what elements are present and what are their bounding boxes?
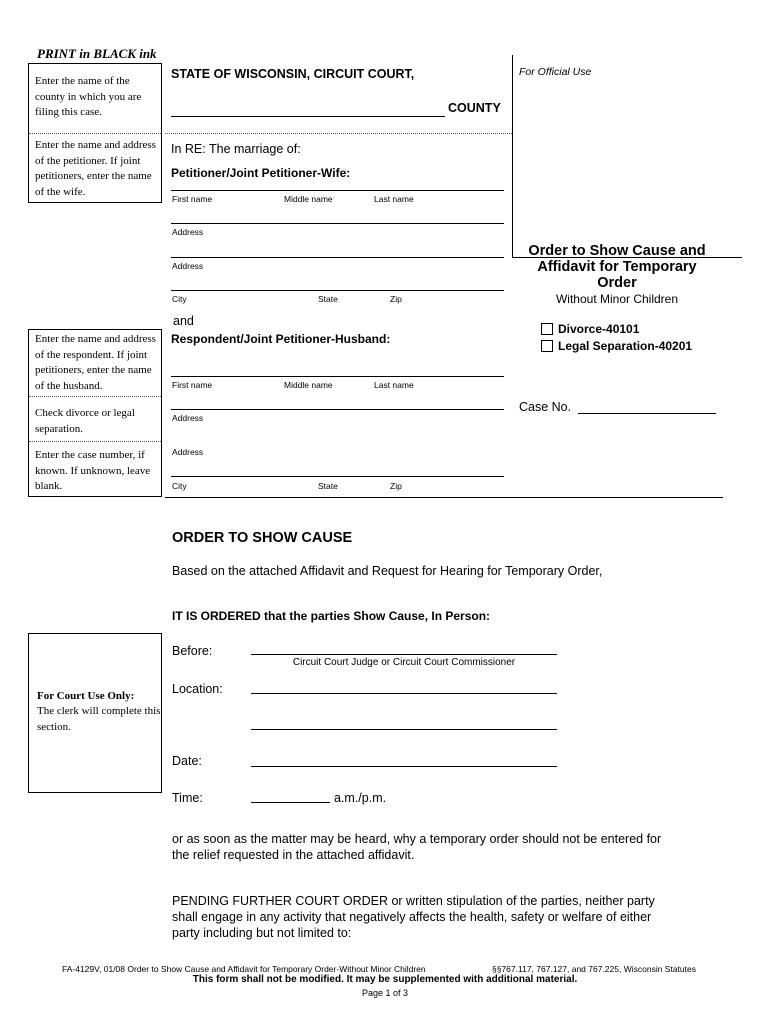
form-title — [512, 243, 722, 291]
first-name-caption: First name — [172, 194, 213, 204]
time-field[interactable] — [251, 802, 330, 803]
state-caption: State — [318, 481, 338, 491]
respondent-label: Respondent/Joint Petitioner-Husband: — [171, 332, 391, 346]
divorce-checkbox[interactable] — [541, 323, 553, 335]
court-use-text: The clerk will complete this section. — [37, 705, 161, 733]
before-field[interactable] — [251, 654, 557, 655]
form-subtitle: Without Minor Children — [555, 292, 679, 306]
form-title-line3: Order — [597, 275, 637, 291]
location-field-line2[interactable] — [251, 729, 557, 730]
instruction-respondent: Enter the name and address of the respondent. If joint petitioners, enter the name of the husband. — [35, 333, 156, 392]
petitioner-address-field[interactable] — [171, 223, 504, 224]
and-label: and — [173, 314, 194, 328]
official-use-label: For Official Use — [519, 66, 592, 78]
it-is-ordered-text: IT IS ORDERED that the parties Show Cause, In Person: — [172, 609, 491, 623]
form-id: FA-4129V, 01/08 Order to Show Cause and Affidavit for Temporary Order-Without Minor Children — [62, 964, 426, 974]
middle-name-caption: Middle name — [284, 194, 333, 204]
first-name-caption: First name — [172, 380, 213, 390]
court-use-title: For Court Use Only: — [37, 690, 135, 702]
legal-separation-checkbox[interactable] — [541, 340, 553, 352]
case-number-field[interactable] — [578, 413, 716, 414]
zip-caption: Zip — [390, 294, 402, 304]
official-use-border — [512, 55, 513, 257]
in-re-label: In RE: The marriage of: — [171, 142, 301, 156]
petitioner-name-field[interactable] — [171, 190, 504, 191]
court-line: STATE OF WISCONSIN, CIRCUIT COURT, — [171, 67, 415, 81]
print-instruction: PRINT in BLACK ink — [37, 46, 157, 61]
instruction-divider — [29, 396, 161, 397]
statutes: §§767.117, 767.127, and 767.225, Wisconsin Statutes — [492, 964, 696, 974]
city-caption: City — [172, 294, 187, 304]
county-label: COUNTY — [448, 101, 501, 115]
address-caption: Address — [172, 413, 204, 423]
last-name-caption: Last name — [374, 380, 414, 390]
petitioner-label: Petitioner/Joint Petitioner-Wife: — [171, 166, 351, 180]
based-on-text: Based on the attached Affidavit and Request for Hearing for Temporary Order, — [172, 564, 603, 578]
respondent-name-field[interactable] — [171, 376, 504, 377]
location-field[interactable] — [251, 693, 557, 694]
city-caption: City — [172, 481, 187, 491]
section-divider — [165, 133, 512, 134]
time-label: Time: — [172, 791, 203, 805]
petitioner-city-field[interactable] — [171, 290, 504, 291]
address-caption: Address — [172, 227, 204, 237]
instruction-petitioner: Enter the name and address of the petitioner. If joint petitioners, enter the name of the wife. — [35, 139, 156, 198]
divorce-option-label: Divorce-40101 — [558, 322, 640, 336]
legal-separation-option-label: Legal Separation-40201 — [558, 339, 693, 353]
instruction-divider — [29, 133, 161, 134]
order-heading: ORDER TO SHOW CAUSE — [172, 530, 353, 546]
pending-order-paragraph: PENDING FURTHER COURT ORDER or written stipulation of the parties, neither party shall engage in any activity that negatively affects the health, safety or welfare of either party including but not limited to: — [172, 894, 655, 940]
last-name-caption: Last name — [374, 194, 414, 204]
instruction-case-number: Enter the case number, if known. If unknown, leave blank. — [35, 449, 151, 492]
middle-name-caption: Middle name — [284, 380, 333, 390]
respondent-address-field[interactable] — [171, 409, 504, 410]
address-caption: Address — [172, 261, 204, 271]
caption-bottom-border — [165, 497, 723, 498]
address-caption: Address — [172, 447, 204, 457]
state-caption: State — [318, 294, 338, 304]
form-title-line2: Affidavit for Temporary — [537, 259, 697, 275]
modification-notice: This form shall not be modified. It may be supplemented with additional material. — [192, 974, 578, 985]
zip-caption: Zip — [390, 481, 402, 491]
case-number-label: Case No. — [519, 400, 572, 414]
show-cause-paragraph: or as soon as the matter may be heard, why a temporary order should not be entered for the relief requested in the attached affidavit. — [172, 832, 662, 862]
ampm-label: a.m./p.m. — [334, 791, 387, 805]
instruction-divider — [29, 441, 161, 442]
date-label: Date: — [172, 754, 202, 768]
form-title-line1: Order to Show Cause and — [528, 243, 706, 259]
before-label: Before: — [172, 644, 213, 658]
instruction-divorce: Check divorce or legal separation. — [35, 407, 135, 435]
date-field[interactable] — [251, 766, 557, 767]
county-field[interactable] — [171, 116, 445, 117]
respondent-city-field[interactable] — [171, 476, 504, 477]
location-label: Location: — [172, 682, 223, 696]
instruction-county: Enter the name of the county in which you are filing this case. — [35, 75, 142, 118]
page-number: Page 1 of 3 — [361, 988, 409, 998]
petitioner-address2-field[interactable] — [171, 257, 504, 258]
before-caption: Circuit Court Judge or Circuit Court Commissioner — [292, 657, 516, 668]
